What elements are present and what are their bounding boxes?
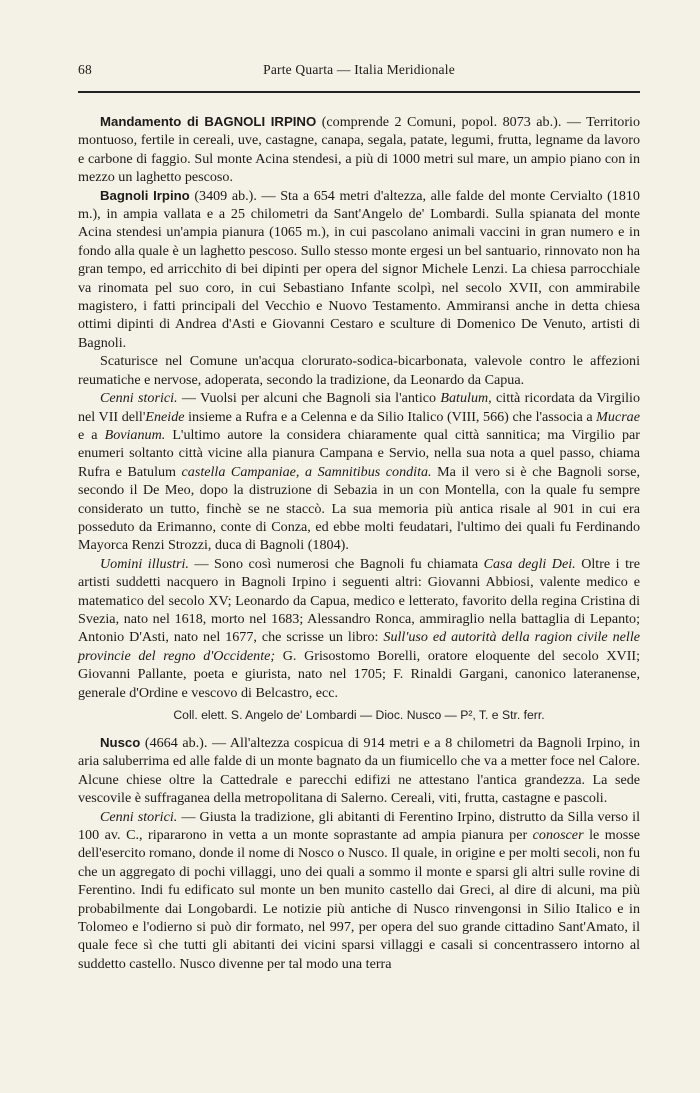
uomini-italic-2: Sull'uso ed autorità della ragion civile nelle provincie del regno d'Occidente; <box>78 629 640 664</box>
cenni1-text-3: insieme a Rufra e a Celenna e da Silio Italico (VIII, 566) che l'associa a <box>184 408 597 425</box>
cenni1-italic-5: castella Campaniae, a Samnitibus condita. <box>181 463 432 480</box>
mandamento-text: (comprende 2 Comuni, popol. 8073 ab.). — Territorio montuoso, fertile in cereali, uve, castagne, canapa, segala, patate, legumi, frutta, legname da lavoro e carbone di faggio. Sul monte Acina stendesi, a più di 1000 metri sul mare, un ampio piano con in mezzo un laghetto pescoso. <box>78 114 640 186</box>
paragraph-nusco <box>78 734 640 808</box>
cenni1-text-4: e a <box>78 426 105 443</box>
acqua-text: Scaturisce nel Comune un'acqua clorurato-sodica-bicarbonata, valevole contro le affezioni reumatiche e nervose, adoperata, secondo la tradizione, da Leonardo da Capua. <box>78 353 640 388</box>
uomini-text-2: Oltre i tre artisti suddetti nacquero in Bagnoli Irpino i seguenti altri: Giovanni Abbiosi, valente medico e matematico del secolo XV; Leonardo da Capua, medico e letterato, favorito della regina Cristina di Svezia, nato nel 1618, morto nel 1683; Alessandro Ronca, ammiraglio nella battaglia di Lepanto; Antonio D'Asti, nato nel 1677, che scrisse un libro: <box>78 555 640 646</box>
uomini-text-3: G. Grisostomo Borelli, oratore eloquente del secolo XVII; Giovanni Pallante, poeta e giurista, nato nel 1705; F. Rinaldi Gargani, canonico lateranense, generale d'Ordine e vescovo di Belcastro, ecc. <box>78 647 641 701</box>
paragraph-mandamento <box>78 113 640 187</box>
uomini-text-1: — Sono così numerosi che Bagnoli fu chiamata <box>188 555 484 572</box>
mandamento-lead: Mandamento di BAGNOLI IRPINO <box>100 114 317 129</box>
cenni2-text-1: — Giusta la tradizione, gli abitanti di Ferentino Irpino, distrutto da Silla verso il 100 av. C., ripararono in vetta a un monte soprastante ad ampia pianura per <box>78 808 640 844</box>
cenni1-italic-1: Batulum, <box>440 390 492 407</box>
header-rule <box>78 91 640 93</box>
running-title: Parte Quarta — Italia Meridionale <box>263 62 455 77</box>
paragraph-cenni-storici-bagnoli <box>78 389 640 555</box>
cenni1-text-1: — Vuolsi per alcuni che Bagnoli sia l'antico <box>177 390 441 407</box>
page-number: 68 <box>78 62 92 77</box>
page-header <box>78 62 640 82</box>
cenni1-text-6: Ma il vero si è che Bagnoli sorse, secondo il De Meo, dopo la distruzione di Sebazia in un con Montella, con la quale fu sempre considerato un tutto, finchè se ne staccò. La sua memoria più antica risale al 901 in cui era posseduto da Erimanno, conte di Conza, ed ebbe molti feudatari, l'ultimo dei quali fu Ferdinando Mayorca Renzi Strozzi, duca di Bagnoli (1804). <box>78 463 640 554</box>
cenni1-text-5: L'ultimo autore la considera chiaramente qual città sannitica; ma Virgilio par enumeri soltanto città vicine alla pianura Campana e Servio, nella sua nota a quel passo, chiama Rufra e Batulum <box>78 426 640 480</box>
uomini-label: Uomini illustri. <box>100 555 189 572</box>
nusco-text: (4664 ab.). — All'altezza cospicua di 914 metri e a 8 chilometri da Bagnoli Irpino, in aria saluberrima ed alle falde di un monte bagnato da un fiumicello che va a metter foce nel Calore. Alcune chiese oltre la Cattedrale e parecchi edifizi ne attestano l'antica grandezza. La sede vescovile è suffraganea della metropolitana di Salerno. Cereali, viti, frutta, castagne e pascoli. <box>78 735 640 807</box>
cenni2-text-2: le mosse dell'esercito romano, donde il nome di Nosco o Nusco. Il quale, in origine e per molti secoli, non fu che un aggregato di pochi villaggi, uno dei quali a sommo il monte e sparsi gli altri sulle rovine di Ferentino. Indi fu edificato sul monte un ben munito castello dai Greci, al dire di alcuni, ma più probabilmente dai Longobardi. Le notizie più antiche di Nusco rinvengonsi in Silio Italico e in Tolomeo e l'odierno si può dir formato, nel 997, per opera del suo grande cittadino Sant'Amato, il quale fece sì che tutti gli abitanti dei vicini sparsi villaggi e casali si concentrassero intorno al suddetto castello. Nusco divenne per tal modo una terra <box>78 827 640 972</box>
paragraph-acqua <box>78 352 640 389</box>
paragraph-cenni-storici-nusco <box>78 808 640 974</box>
electoral-info-line: Coll. elett. S. Angelo de' Lombardi — Dioc. Nusco — P², T. e Str. ferr. <box>173 708 545 722</box>
nusco-lead: Nusco <box>100 735 141 750</box>
cenni1-italic-2: Eneide <box>145 408 185 425</box>
uomini-italic-1: Casa degli Dei. <box>483 555 576 572</box>
bagnoli-text: (3409 ab.). — Sta a 654 metri d'altezza, alle falde del monte Cervialto (1810 m.), in ampia vallata e a 25 chilometri da Sant'Angelo de' Lombardi. Sulla spianata del monte Acina stendesi un'ampia pianura (1065 m.), in cui pascolano animali vaccini in gran numero e in fondo alla quale è un laghetto pescoso. Sullo stesso monte ergesi un bel santuario, rinnovato non ha gran tempo, ed arricchito di bei dipinti per opera del signor Michele Lenzi. La chiesa parrocchiale va rinomata pel suo coro, in cui Sebastiano Infante scolpì, nel secolo XVII, con ammirabile magistero, i fatti principali del Vecchio e Nuovo Testamento. Ammiransi anche in detta chiesa ottimi dipinti di Andrea d'Asti e Giovanni Cestaro e sculture di Domenico De Venuto, artisti di Bagnoli. <box>78 187 640 351</box>
cenni1-label: Cenni storici. <box>100 390 178 407</box>
cenni2-italic-1: conoscer <box>532 827 584 844</box>
cenni1-italic-3: Mucrae <box>596 408 640 425</box>
cenni1-text-2: città ricordata da Virgilio nel VII dell' <box>78 390 640 425</box>
paragraph-uomini-illustri <box>78 555 640 702</box>
document-page <box>78 62 640 973</box>
paragraph-bagnoli <box>78 187 640 353</box>
cenni2-label: Cenni storici. <box>100 808 178 825</box>
cenni1-italic-4: Bovianum. <box>104 426 166 443</box>
bagnoli-lead: Bagnoli Irpino <box>100 187 190 203</box>
